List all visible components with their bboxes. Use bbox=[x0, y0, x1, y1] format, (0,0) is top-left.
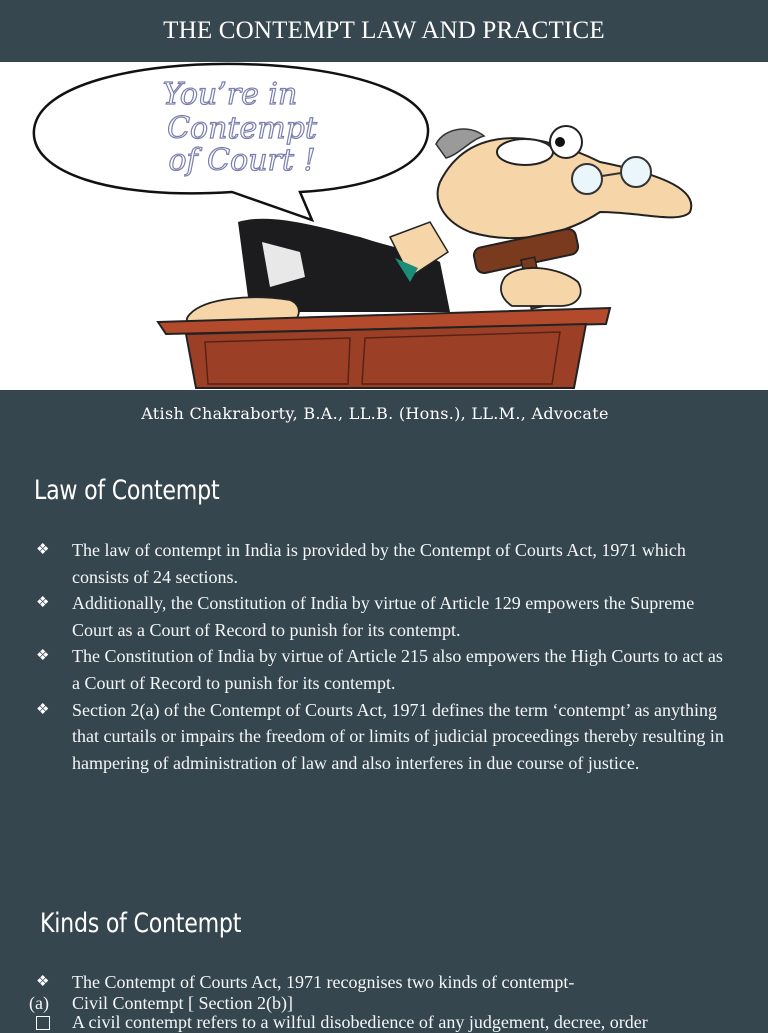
diamond-bullet-icon: ❖ bbox=[36, 701, 50, 718]
judge-cartoon-image bbox=[0, 62, 768, 390]
law-of-contempt-heading: Law of Contempt bbox=[34, 475, 220, 506]
author-credit: Atish Chakraborty, B.A., LL.B. (Hons.), LL.M., Advocate bbox=[141, 404, 609, 423]
list-item: ❖ The law of contempt in India is provided by the Contempt of Courts Act, 1971 which consists of 24 sections. bbox=[34, 537, 734, 590]
speech-bubble bbox=[34, 64, 428, 220]
diamond-bullet-icon: ❖ bbox=[36, 595, 50, 612]
list-item: ❖ Additionally, the Constitution of India by virtue of Article 129 empowers the Supreme Court as a Court of Record to punish for its contempt. bbox=[34, 590, 734, 643]
kinds-of-contempt-heading: Kinds of Contempt bbox=[40, 908, 242, 939]
list-item: ❖ The Contempt of Courts Act, 1971 recognises two kinds of contempt- bbox=[34, 969, 734, 996]
sub-item-marker: (a) bbox=[29, 993, 49, 1013]
bubble-line-2: Contempt bbox=[167, 111, 317, 146]
title-banner bbox=[0, 0, 768, 62]
diamond-bullet-icon: ❖ bbox=[36, 974, 50, 990]
page-title: THE CONTEMPT LAW AND PRACTICE bbox=[163, 17, 605, 44]
diamond-bullet-icon: ❖ bbox=[36, 648, 50, 665]
list-item: ❖ Section 2(a) of the Contempt of Courts Act, 1971 defines the term ‘contempt’ as anything that curtails or impairs the freedom of or limits of judicial proceedings thereby resulting in hampering of administration of law and also interferes in due course of justice. bbox=[34, 697, 734, 777]
list-item: ❖ The Constitution of India by virtue of Article 215 also empowers the High Courts to act as a Court of Record to punish for its contempt. bbox=[34, 643, 734, 696]
sub-item-text: Civil Contempt [ Section 2(b)] bbox=[72, 993, 293, 1013]
cartoon-illustration bbox=[0, 62, 768, 390]
law-of-contempt-list bbox=[34, 537, 734, 776]
bubble-line-3: of Court ! bbox=[168, 143, 316, 178]
diamond-bullet-icon: ❖ bbox=[36, 542, 50, 558]
bubble-line-1: You’re in bbox=[162, 77, 298, 112]
square-bullet-icon bbox=[36, 1016, 50, 1030]
cutoff-paragraph: A civil contempt refers to a wilful disobedience of any judgement, decree, order bbox=[72, 1012, 648, 1032]
